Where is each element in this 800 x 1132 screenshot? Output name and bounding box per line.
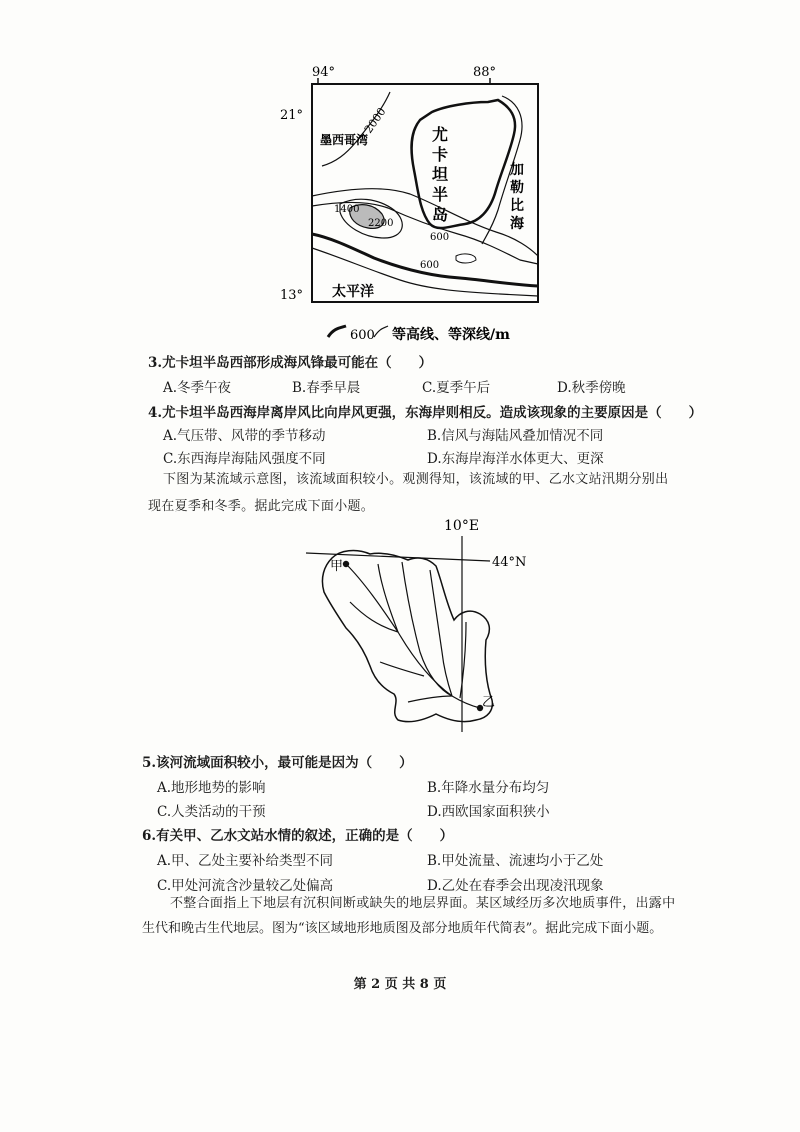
basin-outline — [322, 551, 492, 722]
q3-stem: 3.尤卡坦半岛西部形成海风锋最可能在（ ） — [148, 355, 433, 371]
watershed-map — [290, 512, 550, 734]
svg-text:比: 比 — [510, 198, 524, 214]
q4-option-d[interactable]: D.东海岸海洋水体更大、更深 — [427, 451, 604, 467]
yucatan-map — [270, 62, 560, 347]
map1-legend — [328, 326, 510, 343]
q6-option-c[interactable]: C.甲处河流含沙量较乙处偏高 — [157, 878, 334, 894]
svg-text:勒: 勒 — [510, 180, 524, 196]
q4-option-a[interactable]: A.气压带、风带的季节移动 — [163, 428, 326, 444]
q5-option-b[interactable]: B.年降水量分布均匀 — [427, 780, 550, 796]
gulf-depth-contour — [322, 92, 390, 166]
caribbean-label — [510, 162, 525, 232]
lon-88-label: 88° — [473, 65, 497, 80]
svg-text:海: 海 — [510, 216, 524, 232]
q6-option-d[interactable]: D.乙处在春季会出现凌汛现象 — [427, 878, 604, 894]
small-highland — [456, 254, 476, 263]
q6-stem: 6.有关甲、乙水文站水情的叙述，正确的是（ ） — [142, 828, 454, 844]
svg-text:坦: 坦 — [432, 165, 449, 184]
lat-21-label: 21° — [280, 108, 304, 123]
q5-option-d[interactable]: D.西欧国家面积狭小 — [427, 804, 550, 820]
svg-text:等高线、等深线/m: 等高线、等深线/m — [392, 327, 510, 343]
intro-watershed-line2: 现在夏季和冬季。据此完成下面小题。 — [148, 499, 375, 514]
pacific-label: 太平洋 — [332, 284, 374, 300]
svg-text:600: 600 — [350, 328, 375, 343]
q5-option-c[interactable]: C.人类活动的干预 — [157, 804, 266, 820]
station-b-label: 乙 — [482, 695, 496, 710]
q4-option-c[interactable]: C.东西海岸海陆风强度不同 — [163, 451, 326, 467]
station-a-label: 甲 — [330, 559, 344, 574]
q5-stem: 5.该河流域面积较小，最可能是因为（ ） — [142, 755, 413, 771]
svg-text:加: 加 — [510, 162, 524, 178]
svg-text:半: 半 — [432, 185, 449, 204]
lat-44n-label: 44°N — [492, 555, 527, 570]
q6-option-a[interactable]: A.甲、乙处主要补给类型不同 — [157, 853, 334, 869]
yucatan-coastline — [412, 100, 516, 228]
intro-watershed-line1: 下图为某流域示意图，该流域面积较小。观测得知，该流域的甲、乙水文站汛期分别出 — [163, 472, 669, 487]
contour-2000-label: 2000 — [361, 105, 389, 136]
lon-10e-label: 10°E — [444, 518, 480, 534]
contour-2200-label: 2200 — [368, 218, 394, 229]
q3-option-a[interactable]: A.冬季午夜 — [163, 380, 232, 396]
page-footer: 第 2 页 共 8 页 — [353, 977, 447, 992]
lon-94-label: 94° — [312, 65, 336, 80]
q3-option-b[interactable]: B.春季早晨 — [292, 380, 361, 396]
contour-600-label-a: 600 — [430, 232, 450, 243]
q4-option-b[interactable]: B.信风与海陆风叠加情况不同 — [427, 428, 604, 444]
svg-text:卡: 卡 — [432, 145, 449, 164]
q4-stem: 4.尤卡坦半岛西海岸离岸风比向岸风更强，东海岸则相反。造成该现象的主要原因是（ ） — [148, 405, 703, 421]
contour-600-label-b: 600 — [420, 260, 440, 271]
svg-text:尤: 尤 — [432, 125, 449, 144]
intro-geology-line1: 不整合面指上下地层有沉积间断或缺失的地层界面。某区域经历多次地质事件，出露中 — [170, 896, 676, 911]
q3-option-c[interactable]: C.夏季午后 — [422, 380, 491, 396]
river-network — [346, 562, 480, 708]
gulf-mexico-label: 墨西哥湾 — [320, 133, 369, 147]
yucatan-label — [432, 125, 448, 224]
intro-geology-line2: 生代和晚古生代地层。图为“该区域地形地质图及部分地质年代简表”。据此完成下面小题。 — [142, 921, 663, 936]
q5-option-a[interactable]: A.地形地势的影响 — [157, 780, 266, 796]
contour-1400-label: 1400 — [334, 204, 360, 215]
lat-13-label: 13° — [280, 288, 304, 303]
station-a-dot — [343, 561, 349, 567]
q3-option-d[interactable]: D.秋季傍晚 — [557, 380, 626, 396]
svg-text:岛: 岛 — [432, 205, 449, 224]
q6-option-b[interactable]: B.甲处流量、流速均小于乙处 — [427, 853, 604, 869]
